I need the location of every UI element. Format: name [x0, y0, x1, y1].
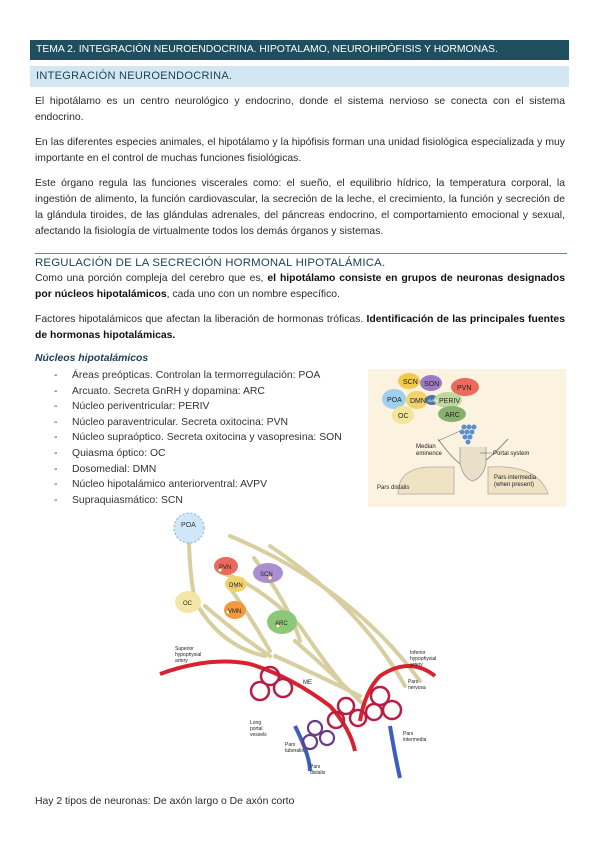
list-item: - Núcleo supraóptico. Secreta oxitocina y vasopresina: SON	[54, 430, 342, 446]
label-me: ME	[303, 680, 312, 686]
label-portal-system: Portal system	[493, 451, 530, 457]
label-inf-artery: artery	[410, 662, 423, 668]
label-pars: Pars	[408, 679, 419, 685]
label-superior: Superior	[175, 646, 194, 652]
label-nervosa: nervosa	[408, 685, 426, 691]
nuclei-subtitle: Núcleos hipotalámicos	[35, 353, 149, 364]
footer-text: Hay 2 tipos de neuronas: De axón largo o De axón corto	[35, 796, 295, 807]
nuclei-list	[54, 368, 342, 508]
label-avpv: AVPV	[428, 398, 439, 403]
bold-text: Identificación de las principales fuentes de hormonas hipotalámicas.	[35, 314, 565, 341]
label-dmn: DMN	[229, 583, 243, 589]
hypothalamus-nuclei-figure	[368, 369, 566, 507]
label-oc: OC	[183, 601, 192, 607]
section-heading-integracion	[30, 66, 569, 87]
label-poa: POA	[181, 522, 196, 529]
label-inf-hypophysial: hypophysial	[410, 656, 437, 662]
label-eminence: eminence	[416, 451, 443, 457]
label-hypophysial: hypophysial	[175, 652, 202, 658]
document-title-bar	[30, 40, 569, 60]
list-item: - Supraquiasmático: SCN	[54, 493, 342, 509]
paragraph-4: Como una porción compleja del cerebro que es, el hipotálamo consiste en grupos de neuronas designados por núcleos hipotalámicos, cada uno con un nombre específico.	[35, 273, 565, 300]
label-pars-intermedia: Pars intermedia	[494, 475, 537, 481]
label-when-present: (when present)	[494, 482, 535, 488]
label-oc: OC	[398, 413, 409, 420]
label-scn: SCN	[403, 379, 418, 386]
paragraph-2: En las diferentes especies animales, el hipotálamo y la hipófisis forman una unidad fisiológica especializada y muy importante en el control de muchas funciones fisiológicas.	[35, 137, 565, 164]
label-intermedia: intermedia	[403, 737, 427, 743]
label-pars-dist: Pars	[310, 764, 321, 770]
label-arc: ARC	[445, 412, 460, 419]
paragraph-3: Este órgano regula las funciones viscerales como: el sueño, el equilibrio hídrico, la temperatura corporal, la ingestión de alimento, la función cardiovascular, la secreción de la leche, el crecimiento, la función y secreción de la glándula tiroides, de las glándulas adrenales, del páncreas endocrino, el comportamiento emocional y sexual, afectando la fisiología de virtualmente todos los demás órganos y sistemas.	[35, 178, 565, 237]
label-artery: artery	[175, 658, 188, 664]
portal-circulation-figure	[150, 506, 460, 788]
label-median: Median	[416, 444, 436, 450]
section-title: INTEGRACIÓN NEUROENDOCRINA.	[36, 70, 233, 82]
label-poa: POA	[387, 397, 402, 404]
label-pars-distalis: Pars distalis	[377, 485, 410, 491]
label-pvn: PVN	[219, 565, 232, 571]
label-pars-tub: Pars	[285, 742, 296, 748]
label-inferior: Inferior	[410, 650, 426, 656]
label-portal: portal	[250, 726, 263, 732]
list-item: - Núcleo periventricular: PERIV	[54, 399, 342, 415]
label-pars-int: Pars	[403, 731, 414, 737]
list-item: - Dosomedial: DMN	[54, 462, 342, 478]
document-title: TEMA 2. INTEGRACIÓN NEUROENDOCRINA. HIPOTALAMO, NEUROHIPÓFISIS Y HORMONAS.	[36, 44, 498, 55]
label-scn: SCN	[260, 572, 273, 578]
label-distalis: distalis	[310, 770, 326, 776]
list-item: - Quiasma óptico: OC	[54, 446, 342, 462]
label-son: SON	[424, 381, 440, 388]
label-pvn: PVN	[457, 385, 472, 392]
label-arc: ARC	[275, 621, 288, 627]
paragraph-1: El hipotálamo es un centro neurológico y endocrino, donde el sistema nervioso se conecta con el sistema endocrino.	[35, 96, 565, 123]
list-item: - Núcleo paraventricular. Secreta oxitocina: PVN	[54, 415, 342, 431]
list-item: - Núcleo hipotalámico anteriorventral: AVPV	[54, 477, 342, 493]
label-periv: PERIV	[439, 398, 461, 405]
label-vmn: VMN	[228, 609, 242, 615]
list-item: - Arcuato. Secreta GnRH y dopamina: ARC	[54, 384, 342, 400]
label-long: Long	[250, 720, 262, 726]
paragraph-5: Factores hipotalámicos que afectan la liberación de hormonas tróficas. Identificación de las principales fuentes de hormonas hipotalámicas.	[35, 314, 565, 341]
section-heading-regulacion: REGULACIÓN DE LA SECRECIÓN HORMONAL HIPOTALÁMICA.	[35, 253, 567, 269]
label-dmn: DMN	[410, 398, 426, 405]
list-item: - Áreas preópticas. Controlan la termorregulación: POA	[54, 368, 342, 384]
bold-text: el hipotálamo consiste en grupos de neuronas designados por núcleos hipotalámicos	[35, 273, 565, 300]
label-vessels: vessels	[250, 732, 267, 738]
label-tuberalis: tuberalis	[285, 748, 304, 754]
